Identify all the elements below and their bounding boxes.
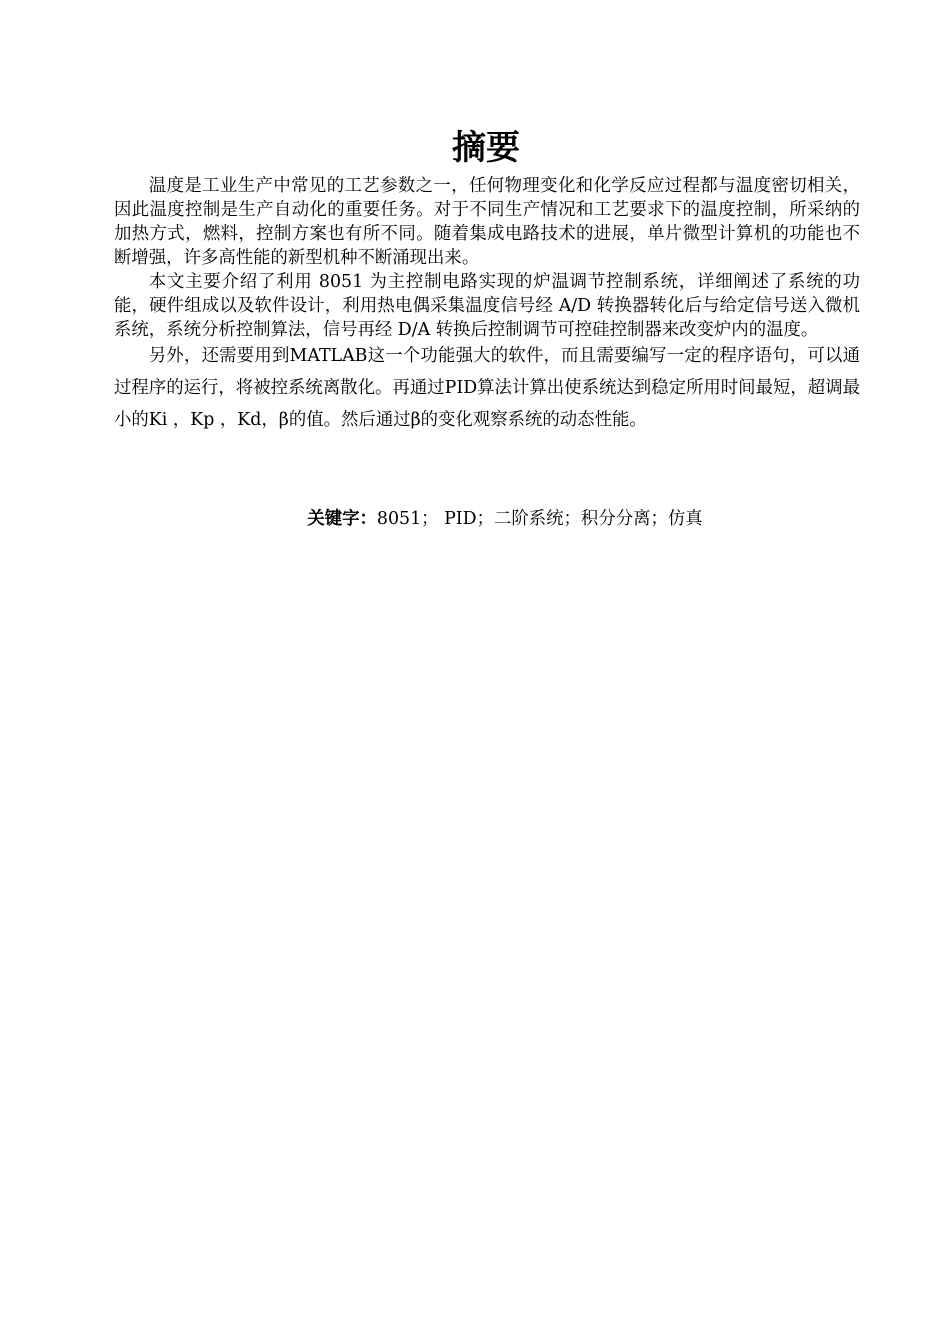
- keywords-value: 8051； PID；二阶系统；积分分离；仿真: [376, 509, 703, 529]
- keywords-line: [0, 506, 950, 532]
- abstract-title: 摘要: [452, 128, 520, 168]
- paragraph-3: 另外，还需要用到MATLAB这一个功能强大的软件，而且需要编写一定的程序语句，可以通过程序的运行，将被控系统离散化。再通过PID算法计算出使系统达到稳定所用时间最短，超调最小的Ki ，Kp ，Kd，β的值。然后通过β的变化观察系统的动态性能。: [114, 346, 860, 430]
- abstract-body: [114, 174, 860, 436]
- paragraph-1: 温度是工业生产中常见的工艺参数之一，任何物理变化和化学反应过程都与温度密切相关，因此温度控制是生产自动化的重要任务。对于不同生产情况和工艺要求下的温度控制，所采纳的加热方式，燃料，控制方案也有所不同。随着集成电路技术的进展，单片微型计算机的功能也不断增强，许多高性能的新型机种不断涌现出来。: [114, 176, 860, 268]
- paragraph-2: 本文主要介绍了利用 8051 为主控制电路实现的炉温调节控制系统，详细阐述了系统的功能，硬件组成以及软件设计，利用热电偶采集温度信号经 A/D 转换器转化后与给定信号送入微机系统，系统分析控制算法，信号再经 D/A 转换后控制调节可控硅控制器来改变炉内的温度。: [114, 272, 860, 340]
- keywords-label: 关键字：: [307, 509, 377, 529]
